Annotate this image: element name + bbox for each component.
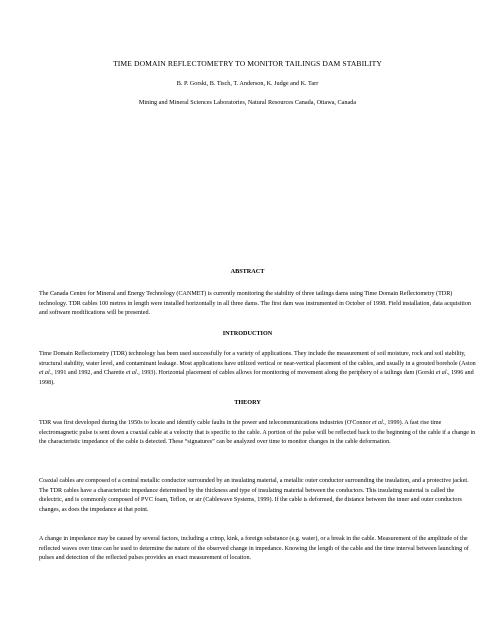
intro-text-part: ., 1991 and 1992, and Charette	[49, 370, 126, 376]
author-list: B. P. Gorski, B. Tisch, T. Anderson, K. Judge and K. Tarr	[176, 80, 319, 87]
intro-et-al: et al	[126, 370, 137, 376]
theory-paragraph-2: Coaxial cables are composed of a central metallic conductor surrounded by an insulating material, a metallic outer conductor surrounding the insulation, and a protective jacket. The TDR cables have a characteristic impedance determined by the thickness and type of insulating material between the conductors. This insulating material is called the dielectric, and is commonly composed of PVC foam, Teflon, or air (Cablewave Systems, 1999). If the cable is deformed, the distance between the inner and outer conductors changes, as does the impedance at that point.	[39, 478, 469, 513]
author-affiliation: Mining and Mineral Sciences Laboratories, Natural Resources Canada, Ottawa, Canada	[138, 99, 357, 106]
paper-title: TIME DOMAIN REFLECTOMETRY TO MONITOR TAILINGS DAM STABILITY	[113, 59, 382, 68]
intro-text-part: Time Domain Reflectometry (TDR) technology has been used successfully for a variety of applications. They include the measurement of soil moisture, rock and soil stability, structural stability, water level, and contaminant leakage. Most applications have utilized vertical or near-vertical placement of the cables, and usually in a grouted borehole (Aston	[39, 351, 476, 367]
theory-heading: THEORY	[234, 399, 261, 406]
abstract-heading: ABSTRACT	[230, 268, 265, 275]
theory-text-part: ., 1999). A fast rise time electromagnetic pulse is sent down a coaxial cable at a velocity that is specific to the cable. A portion of the pulse will be reflected back to the beginning of the cable if a change in the characteristic impedance of the cable is detected. These “signatures” can be analyzed over time to monitor changes in the cable deformation.	[39, 420, 476, 445]
abstract-text: The Canada Centre for Mineral and Energy Technology (CANMET) is currently monitoring the stability of three tailings dams using Time Domain Reflectometry (TDR) technology. TDR cables 100 metres in length were installed horizontally in all three dams. The first dam was instrumented in October of 1998. Field installation, data acquisition and software modifications will be presented.	[39, 291, 471, 316]
theory-text-part: TDR was first developed during the 1950s to locate and identify cable faults in the power and telecommunications industries (O'Connor	[39, 420, 373, 426]
intro-et-al: et al	[435, 370, 447, 376]
introduction-heading: INTRODUCTION	[222, 330, 273, 337]
intro-text-part: ., 1996 and 1998).	[39, 370, 474, 386]
intro-text-part: ., 1993). Horizontal placement of cables allows for monitoring of movement along the periphery of a tailings dam (Gorski	[136, 370, 436, 376]
theory-paragraph-1	[39, 419, 479, 448]
theory-et-al: et al	[372, 420, 383, 426]
introduction-paragraph	[39, 350, 479, 388]
theory-paragraph-3: A change in impedance may be caused by several factors, including a crimp, kink, a foreign substance (e.g. water), or a break in the cable. Measurement of the amplitude of the reflected waves over time can be used to determine the nature of the observed change in impedance. Knowing the length of the cable and the time interval between launching of pulses and detection of the reflected pulses provides an exact measurement of location.	[39, 536, 469, 561]
intro-et-al: et al	[39, 370, 50, 376]
